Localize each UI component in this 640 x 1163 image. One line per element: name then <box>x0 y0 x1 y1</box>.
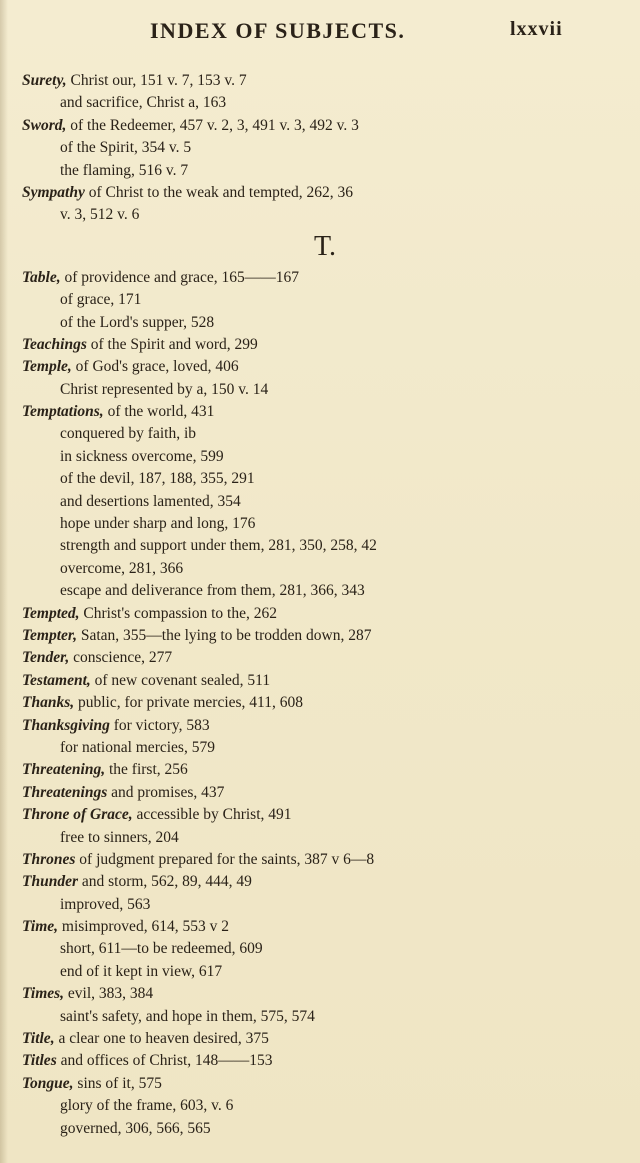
entry-references: evil, 383, 384 <box>64 985 154 1003</box>
entry-term: Tender, <box>22 649 70 667</box>
index-subentry <box>0 938 640 960</box>
index-entry <box>0 983 640 1005</box>
entry-references: of judgment prepared for the saints, 387 v 6—8 <box>75 850 375 868</box>
entry-references: conquered by faith, ib <box>60 425 197 443</box>
index-entry <box>0 849 640 871</box>
entry-term: Title, <box>22 1030 55 1048</box>
entry-term: Table, <box>22 268 61 286</box>
index-subentry <box>0 1095 640 1117</box>
index-subentry <box>0 379 640 401</box>
entry-references: strength and support under them, 281, 350, 258, 42 <box>60 537 377 555</box>
entry-references: and desertions lamented, 354 <box>60 492 241 510</box>
entry-references: free to sinners, 204 <box>60 828 179 846</box>
entry-term: Temptations, <box>22 403 104 421</box>
index-subentry <box>0 423 640 445</box>
entry-references: overcome, 281, 366 <box>60 559 184 577</box>
index-subentry <box>0 204 640 226</box>
entry-term: Tongue, <box>22 1074 74 1092</box>
entry-references: Christ our, 151 v. 7, 153 v. 7 <box>66 72 247 89</box>
index-entry <box>0 782 640 804</box>
entry-references: glory of the frame, 603, v. 6 <box>60 1097 234 1115</box>
index-subentry <box>0 468 640 490</box>
entry-term: Times, <box>22 985 65 1003</box>
entry-references: v. 3, 512 v. 6 <box>60 206 140 224</box>
entry-references: and storm, 562, 89, 444, 49 <box>78 873 252 891</box>
index-subentry <box>0 289 640 311</box>
entry-term: Threatenings <box>22 783 108 801</box>
entry-term: Throne of Grace, <box>22 806 133 824</box>
entry-references: of the Redeemer, 457 v. 2, 3, 491 v. 3, 492 v. 3 <box>66 116 359 134</box>
index-subentry <box>0 827 640 849</box>
index-subentry <box>0 737 640 759</box>
entry-references: misimproved, 614, 553 v 2 <box>58 918 229 936</box>
entry-references: a clear one to heaven desired, 375 <box>54 1030 269 1048</box>
index-subentry <box>0 160 640 182</box>
entry-term: Threatening, <box>22 761 106 779</box>
entry-references: end of it kept in view, 617 <box>60 962 223 980</box>
entry-term: Thunder <box>22 873 78 891</box>
index-subentry <box>0 137 640 159</box>
entry-term: Sword, <box>22 116 67 134</box>
index-entry <box>0 916 640 938</box>
entry-term: Thanksgiving <box>22 716 110 734</box>
entry-term: Testament, <box>22 671 91 689</box>
entry-term: Thanks, <box>22 694 75 712</box>
entry-references: the flaming, 516 v. 7 <box>60 161 189 179</box>
index-subentry <box>0 491 640 513</box>
index-entry <box>0 871 640 893</box>
index-entry <box>0 1028 640 1050</box>
index-entry <box>0 334 640 356</box>
entry-term: Surety, <box>22 72 67 89</box>
entry-term: Sympathy <box>22 183 85 201</box>
entry-references: of the Spirit, 354 v. 5 <box>60 139 192 157</box>
index-entry <box>0 182 640 204</box>
index-subentry <box>0 535 640 557</box>
index-entry <box>0 715 640 737</box>
index-entry <box>0 356 640 378</box>
entry-references: escape and deliverance from them, 281, 366, 343 <box>60 582 365 600</box>
index-entry <box>0 670 640 692</box>
index-subentry <box>0 1006 640 1028</box>
entry-references: public, for private mercies, 411, 608 <box>74 694 303 712</box>
page-header <box>0 18 640 48</box>
entry-references: of providence and grace, 165——167 <box>60 268 300 286</box>
entry-references: of the Lord's supper, 528 <box>60 313 215 331</box>
entry-references: accessible by Christ, 491 <box>132 806 292 824</box>
entry-references: saint's safety, and hope in them, 575, 574 <box>60 1007 315 1025</box>
index-entry <box>0 804 640 826</box>
entry-references: of the devil, 187, 188, 355, 291 <box>60 470 255 488</box>
index-entry <box>0 647 640 669</box>
entry-references: for victory, 583 <box>109 716 210 734</box>
index-entry <box>0 692 640 714</box>
entry-references: and offices of Christ, 148——153 <box>56 1052 273 1070</box>
entry-references: for national mercies, 579 <box>60 738 215 756</box>
index-subentry <box>0 961 640 983</box>
index-entry <box>0 603 640 625</box>
index-entry <box>0 1050 640 1072</box>
entry-term: Temple, <box>22 358 72 376</box>
entry-references: Christ's compassion to the, 262 <box>79 604 277 622</box>
entry-term: Time, <box>22 918 59 936</box>
index-entry <box>0 70 640 92</box>
entry-references: Satan, 355—the lying to be trodden down, 287 <box>76 626 372 644</box>
section-letter: T. <box>313 230 337 262</box>
page-title: INDEX OF SUBJECTS. <box>150 18 406 43</box>
index-subentry <box>0 446 640 468</box>
entry-references: and sacrifice, Christ a, 163 <box>60 94 227 112</box>
entry-term: Tempter, <box>22 626 77 644</box>
index-subentry <box>0 1118 640 1140</box>
entry-references: of the world, 431 <box>103 403 215 421</box>
entry-references: improved, 563 <box>60 895 151 913</box>
index-subentry <box>0 92 640 114</box>
index-entry <box>0 759 640 781</box>
entry-references: of God's grace, loved, 406 <box>71 358 239 376</box>
index-entry <box>0 1073 640 1095</box>
entry-references: and promises, 437 <box>107 783 225 801</box>
entry-term: Thrones <box>22 850 76 868</box>
index-list <box>0 70 640 1140</box>
entry-references: the first, 256 <box>105 761 188 779</box>
entry-references: hope under sharp and long, 176 <box>60 515 256 533</box>
index-subentry <box>0 513 640 535</box>
index-subentry <box>0 894 640 916</box>
index-subentry <box>0 312 640 334</box>
index-subentry <box>0 580 640 602</box>
entry-references: short, 611—to be redeemed, 609 <box>60 940 263 958</box>
entry-term: Tempted, <box>22 604 80 622</box>
index-entry <box>0 625 640 647</box>
entry-references: of new covenant sealed, 511 <box>90 671 271 689</box>
index-entry <box>0 401 640 423</box>
entry-references: of Christ to the weak and tempted, 262, 36 <box>84 183 354 201</box>
entry-references: Christ represented by a, 150 v. 14 <box>60 380 269 398</box>
entry-references: sins of it, 575 <box>73 1074 162 1092</box>
index-entry <box>0 115 640 137</box>
page-number: lxxvii <box>510 18 563 40</box>
entry-references: of grace, 171 <box>60 291 142 309</box>
entry-references: conscience, 277 <box>69 649 173 667</box>
index-subentry <box>0 558 640 580</box>
entry-references: in sickness overcome, 599 <box>60 447 224 465</box>
entry-references: governed, 306, 566, 565 <box>60 1119 211 1137</box>
entry-references: of the Spirit and word, 299 <box>86 335 258 353</box>
entry-term: Titles <box>22 1052 57 1070</box>
index-entry <box>0 267 640 289</box>
entry-term: Teachings <box>22 335 87 353</box>
